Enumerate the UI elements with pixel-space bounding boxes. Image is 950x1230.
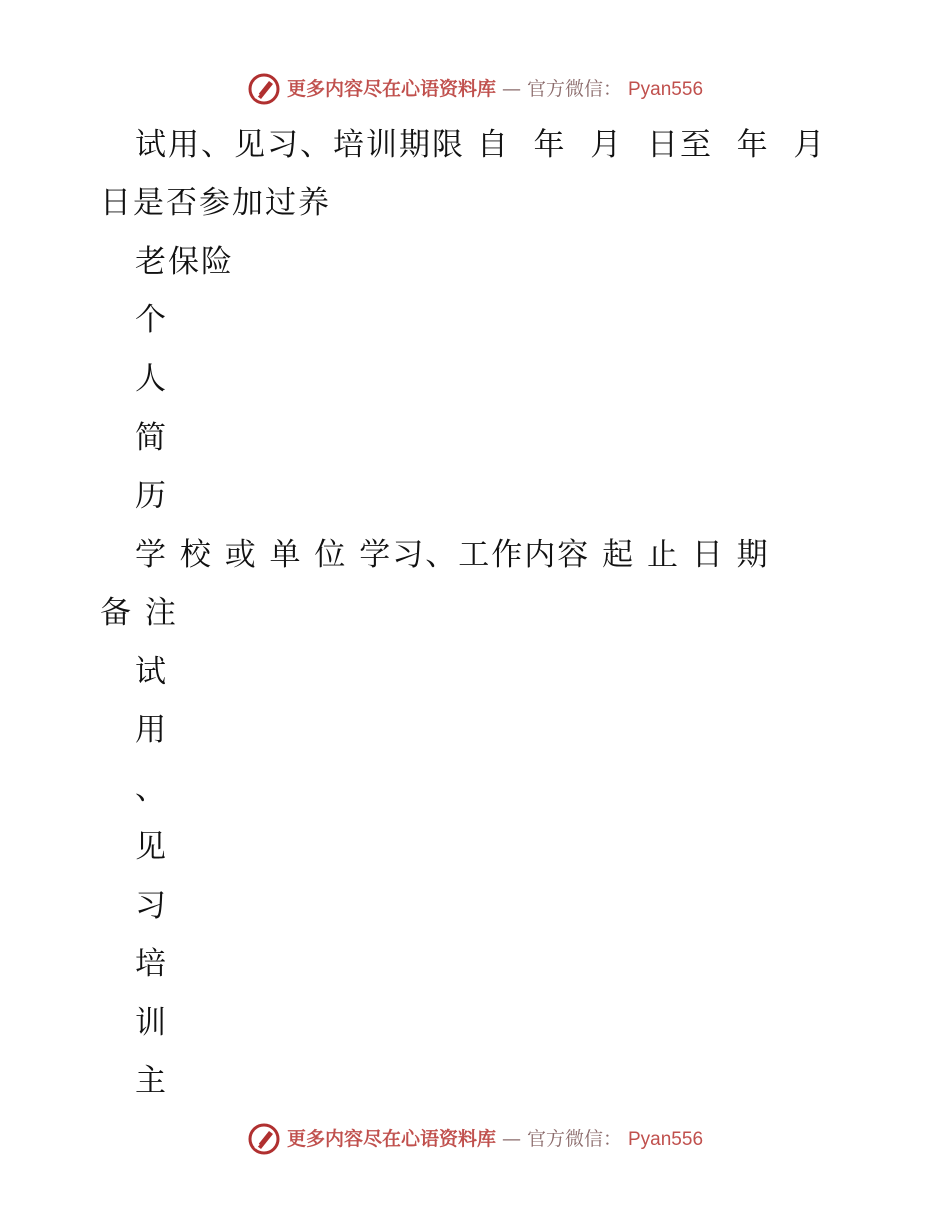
footer-watermark: [0, 1122, 950, 1156]
text-line: 用: [135, 712, 168, 748]
text-line: 老保险: [135, 244, 234, 280]
text-line: 学 校 或 单 位 学习、工作内容 起 止 日 期: [135, 537, 770, 573]
watermark-dash: —: [501, 1127, 521, 1150]
watermark-id-text: Pyan556: [628, 78, 704, 100]
watermark-dash: —: [501, 77, 521, 100]
text-line: 简: [135, 420, 168, 456]
text-line: 人: [135, 361, 168, 397]
text-line: 历: [135, 478, 168, 514]
text-line: 备 注: [100, 595, 178, 631]
watermark-sub-text: 官方微信：: [526, 77, 622, 100]
pen-logo-icon: [247, 72, 281, 106]
text-line: 习: [135, 888, 168, 924]
watermark-main-text: 更多内容尽在心语资料库: [286, 1127, 496, 1150]
text-line: 试用、见习、培训期限 自 年 月 日至 年 月: [135, 127, 827, 163]
text-line: 训: [135, 1005, 168, 1041]
pen-logo-icon: [247, 1122, 281, 1156]
text-line: 个: [135, 302, 168, 338]
text-line: 试: [135, 654, 168, 690]
text-line: 主: [135, 1063, 168, 1099]
watermark-sub-text: 官方微信：: [526, 1127, 622, 1150]
watermark-id-text: Pyan556: [628, 1128, 704, 1150]
text-line: 培: [135, 946, 168, 982]
header-watermark: [0, 72, 950, 106]
text-line: 日是否参加过养: [100, 185, 331, 221]
watermark-main-text: 更多内容尽在心语资料库: [286, 77, 496, 100]
text-line: 见: [135, 829, 168, 865]
text-line: 、: [135, 771, 168, 807]
